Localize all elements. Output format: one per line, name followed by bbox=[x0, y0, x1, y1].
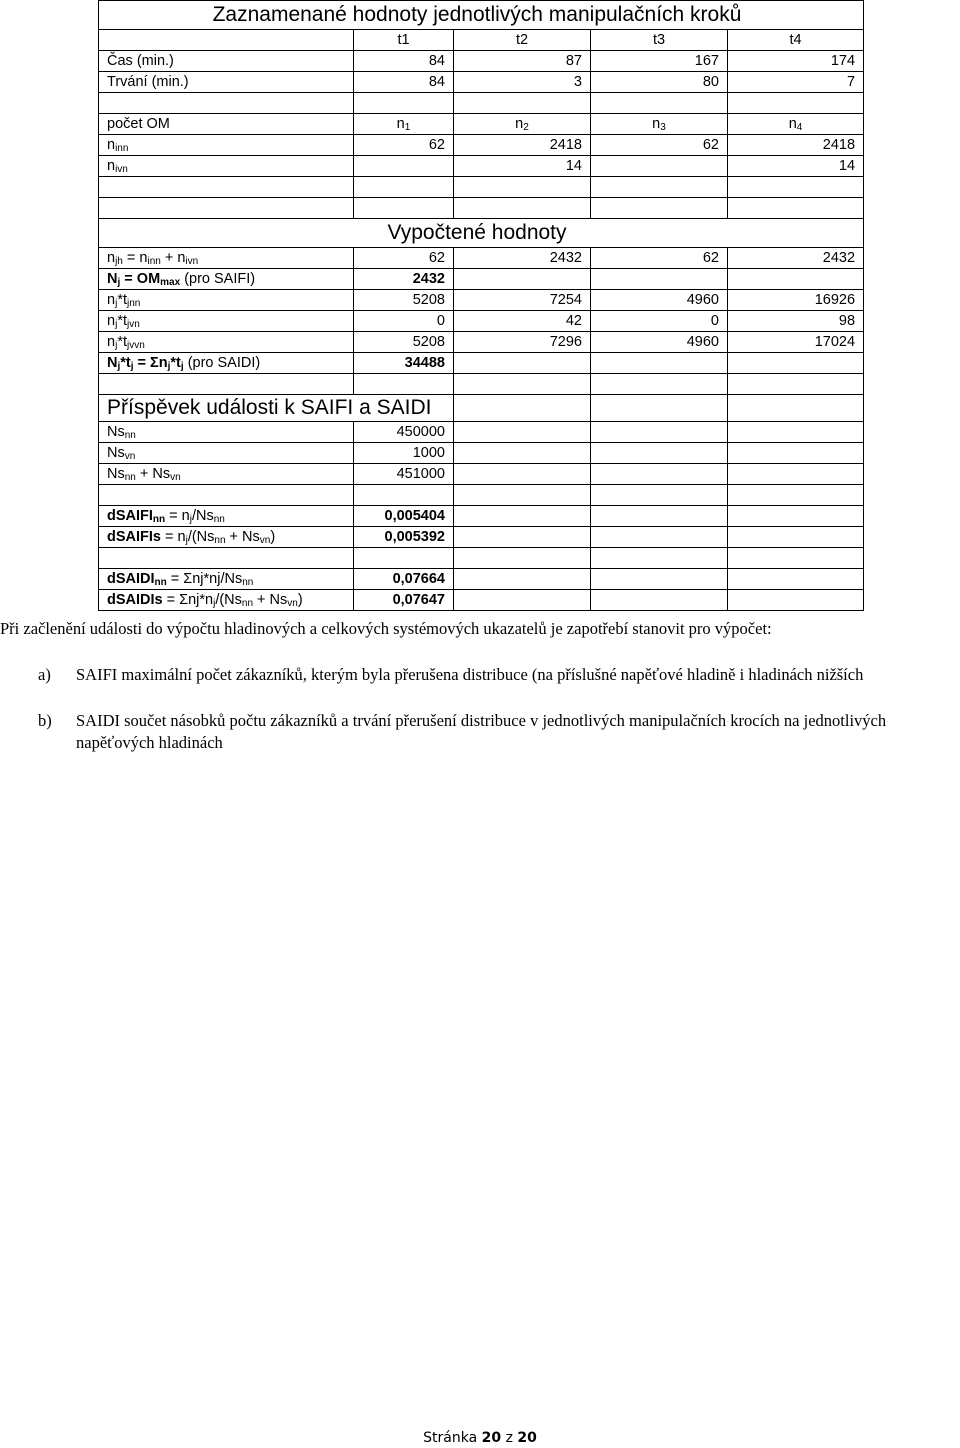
list-item bbox=[38, 710, 958, 754]
cell: 1000 bbox=[354, 443, 454, 464]
list-marker: b) bbox=[38, 711, 52, 730]
cell: 451000 bbox=[354, 464, 454, 485]
dsaifinn-row bbox=[99, 506, 864, 527]
empty-row bbox=[99, 177, 864, 198]
ninn-row bbox=[99, 135, 864, 156]
list-text: SAIDI součet násobků počtu zákazníků a trvání přerušení distribuce v jednotlivých manipulačních krocích na jednotlivých napěťových hladinách bbox=[76, 711, 887, 752]
row-label: dSAIFI$_{nn}$ = $n_j/Ns_{nn}$ bbox=[99, 506, 354, 527]
row-label: dSAIFIs = $n_j/(Ns_{nn} + Ns_{vn})$ bbox=[99, 527, 354, 548]
cell: 2432 bbox=[454, 248, 591, 269]
cell: 0,07647 bbox=[354, 590, 454, 611]
row-label: $Ns_{nn} + Ns_{vn}$ bbox=[99, 464, 354, 485]
row-label: $n_j*t_{jnn}$ bbox=[99, 290, 354, 311]
cell: 3 bbox=[454, 72, 591, 93]
empty-row bbox=[99, 93, 864, 114]
nsnn-row bbox=[99, 422, 864, 443]
cell: 62 bbox=[591, 135, 728, 156]
row-label: $Ns_{vn}$ bbox=[99, 443, 354, 464]
cell: 2432 bbox=[728, 248, 864, 269]
contrib-title: Příspěvek události k SAIFI a SAIDI bbox=[99, 395, 454, 422]
footer-total: 20 bbox=[517, 1430, 537, 1446]
dsaifis-row bbox=[99, 527, 864, 548]
table-title: Zaznamenané hodnoty jednotlivých manipulačních kroků bbox=[99, 1, 864, 30]
intro-paragraph: Při začlenění události do výpočtu hladinových a celkových systémových ukazatelů je zapotřebí stanovit pro výpočet: bbox=[0, 619, 772, 638]
cell: 174 bbox=[728, 51, 864, 72]
page-footer bbox=[0, 1430, 960, 1446]
cell: 34488 bbox=[354, 353, 454, 374]
cell: 14 bbox=[454, 156, 591, 177]
nssum-row bbox=[99, 464, 864, 485]
cell: 16926 bbox=[728, 290, 864, 311]
cell: 84 bbox=[354, 51, 454, 72]
row-label: $N_j*t_j = \Sigma n_j*t_j$ (pro SAIDI) bbox=[99, 353, 354, 374]
row-label: počet OM bbox=[99, 114, 354, 135]
empty-row bbox=[99, 548, 864, 569]
row-label: $n_{jh} = n_{inn} + n_{ivn}$ bbox=[99, 248, 354, 269]
cell bbox=[591, 156, 728, 177]
cell: 4960 bbox=[591, 332, 728, 353]
cell: 0 bbox=[354, 311, 454, 332]
Njtj-row bbox=[99, 353, 864, 374]
pocet-om-row bbox=[99, 114, 864, 135]
cell: 62 bbox=[591, 248, 728, 269]
list-text: SAIFI maximální počet zákazníků, kterým byla přerušena distribuce (na příslušné napěťové hladině i hladinách nižších bbox=[76, 665, 864, 684]
n-header: $n_3$ bbox=[591, 114, 728, 135]
cell: 7254 bbox=[454, 290, 591, 311]
cell: 450000 bbox=[354, 422, 454, 443]
empty-row bbox=[99, 198, 864, 219]
row-label: $Ns_{nn}$ bbox=[99, 422, 354, 443]
t-header: t2 bbox=[454, 30, 591, 51]
tjvvn-row bbox=[99, 332, 864, 353]
cell: 2418 bbox=[454, 135, 591, 156]
tjnn-row bbox=[99, 290, 864, 311]
table-title-row bbox=[99, 1, 864, 30]
t-header: t3 bbox=[591, 30, 728, 51]
nsvn-row bbox=[99, 443, 864, 464]
njh-row bbox=[99, 248, 864, 269]
row-label: Trvání (min.) bbox=[99, 72, 354, 93]
cell: 87 bbox=[454, 51, 591, 72]
computed-title: Vypočtené hodnoty bbox=[99, 219, 864, 248]
t-header-row bbox=[99, 30, 864, 51]
t-header: t1 bbox=[354, 30, 454, 51]
empty-row bbox=[99, 374, 864, 395]
Nj-row bbox=[99, 269, 864, 290]
row-label: dSAIDI$_{nn}$ = $\Sigma nj*nj/Ns_{nn}$ bbox=[99, 569, 354, 590]
cell: 0 bbox=[591, 311, 728, 332]
trvani-row bbox=[99, 72, 864, 93]
cell: 84 bbox=[354, 72, 454, 93]
cell: 62 bbox=[354, 248, 454, 269]
tjvn-row bbox=[99, 311, 864, 332]
contrib-title-row bbox=[99, 395, 864, 422]
cas-row bbox=[99, 51, 864, 72]
n-header: $n_2$ bbox=[454, 114, 591, 135]
cell: 80 bbox=[591, 72, 728, 93]
cell: 42 bbox=[454, 311, 591, 332]
dsaidinn-row bbox=[99, 569, 864, 590]
cell: 17024 bbox=[728, 332, 864, 353]
cell: 0,005392 bbox=[354, 527, 454, 548]
cell: 0,07664 bbox=[354, 569, 454, 590]
cell: 7296 bbox=[454, 332, 591, 353]
data-table bbox=[98, 0, 864, 611]
cell: 14 bbox=[728, 156, 864, 177]
cell: 62 bbox=[354, 135, 454, 156]
list-item bbox=[38, 664, 958, 708]
cell: 2432 bbox=[354, 269, 454, 290]
row-label: $N_j = OM_{max}$ (pro SAIFI) bbox=[99, 269, 354, 290]
footer-label: Stránka bbox=[423, 1430, 478, 1446]
cell: 98 bbox=[728, 311, 864, 332]
cell: 2418 bbox=[728, 135, 864, 156]
cell: 5208 bbox=[354, 290, 454, 311]
cell: 167 bbox=[591, 51, 728, 72]
row-label: $n_{inn}$ bbox=[99, 135, 354, 156]
dsaidis-row bbox=[99, 590, 864, 611]
row-label: $n_{ivn}$ bbox=[99, 156, 354, 177]
cell: 0,005404 bbox=[354, 506, 454, 527]
t-header: t4 bbox=[728, 30, 864, 51]
row-label: Čas (min.) bbox=[99, 51, 354, 72]
nivn-row bbox=[99, 156, 864, 177]
list-marker: a) bbox=[38, 665, 51, 684]
n-header: $n_4$ bbox=[728, 114, 864, 135]
row-label: dSAIDIs = $\Sigma nj*n_j/(Ns_{nn} + Ns_{vn})$ bbox=[99, 590, 354, 611]
row-label: $n_j*t_{jvn}$ bbox=[99, 311, 354, 332]
cell: 4960 bbox=[591, 290, 728, 311]
computed-title-row bbox=[99, 219, 864, 248]
footer-of: z bbox=[505, 1430, 513, 1446]
empty-row bbox=[99, 485, 864, 506]
footer-page: 20 bbox=[481, 1430, 502, 1446]
cell bbox=[354, 156, 454, 177]
cell: 7 bbox=[728, 72, 864, 93]
row-label: $n_j*t_{jvvn}$ bbox=[99, 332, 354, 353]
cell: 5208 bbox=[354, 332, 454, 353]
n-header: $n_1$ bbox=[354, 114, 454, 135]
